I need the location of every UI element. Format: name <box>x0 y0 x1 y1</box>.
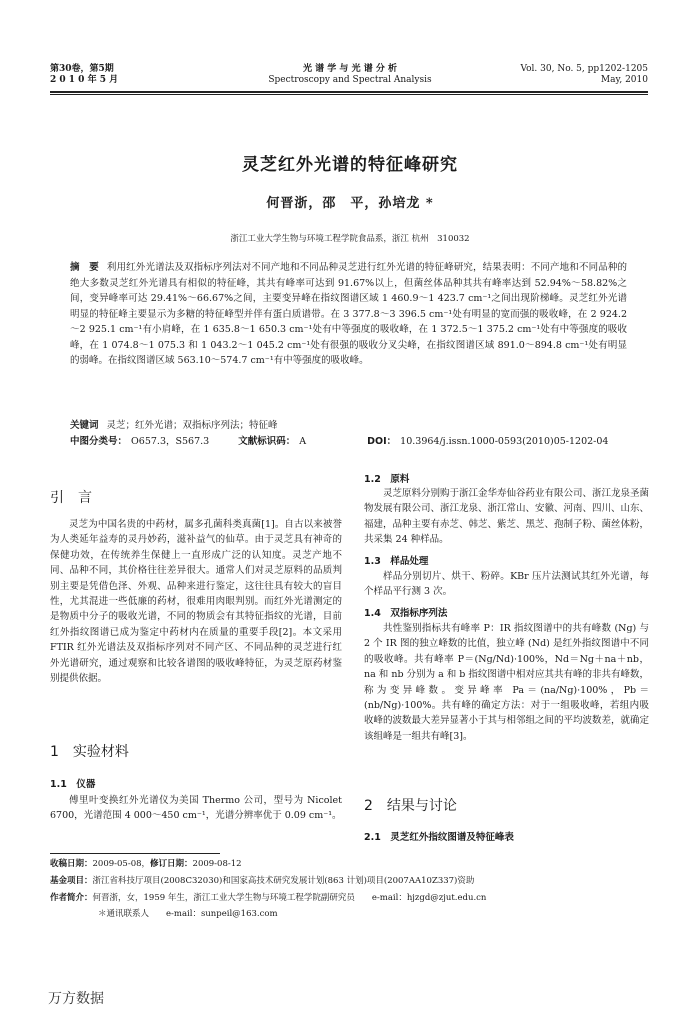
issue-volume: 第30卷，第5期 <box>50 64 114 74</box>
bio-text: 何晋浙，女，1959 年生，浙江工业大学生物与环境工程学院副研究员 e-mail：hjzgd@zjut.edu.cn <box>92 893 487 903</box>
received-date: 2009-05-08， <box>92 859 151 869</box>
clc-value: O657.3，S567.3 <box>131 436 210 447</box>
abstract-label: 摘 要 <box>70 262 99 273</box>
subsection-1-2-text: 灵芝原料分别购于浙江金华寿仙谷药业有限公司、浙江龙泉圣菌物发展有限公司、浙江龙泉、浙江常山、安徽、河南、四川、山东、福建，品种主要有赤芝、韩芝、紫芝、黑芝、孢制子粉、菌丝体粉，共采集 24 种样品。 <box>364 488 650 546</box>
footnote-rule <box>50 853 220 854</box>
header-rule-thin <box>50 94 648 95</box>
subsection-1-4-heading: 1.4 双指标序列法 <box>364 608 448 619</box>
subsection-1-1-text: 傅里叶变换红外光谱仪为美国 Thermo 公司，型号为 Nicolet 6700，光谱范围 4 000～450 cm⁻¹，光谱分辨率优于 0.09 cm⁻¹。 <box>50 795 342 822</box>
subsection-1-1-heading: 1.1 仪器 <box>50 779 96 790</box>
issue-info <box>50 64 118 86</box>
subsection-1-3-heading: 1.3 样品处理 <box>364 556 429 567</box>
watermark: 万方数据 <box>48 991 104 1007</box>
issue-date: 2 0 1 0 年 5 月 <box>50 75 119 85</box>
classification <box>70 434 630 449</box>
intro-text: 灵芝为中国名贵的中药材，属多孔菌科类真菌[1]。自古以来被誉为人类延年益寿的灵丹妙药，滋补益气的仙草。由于灵芝具有神奇的保健功效，在传统养生保健上一直形成广泛的认知度。灵芝产地不同、品种不同，其价格往往差异很大。通常人们对灵芝原料的品质判别主要是凭借色泽、外观、品种来进行鉴定，这往往具有较大的盲目性，尤其混进一些低廉的药材，很难用肉眼判别。而红外光谱测定的是物质中分子的吸收光谱，不同的物质会有其特征指纹的光谱，目前红外指纹图谱已成为鉴定中药材内在质量的重要手段[2]。本文采用 FTIR 红外光谱法及双指标序列对不同产区、不同品种的灵芝进行红外光谱研究，通过观察和比较各谱图的吸收峰特征，为灵芝原药材鉴别提供依据。 <box>50 519 342 685</box>
journal-name-cn: 光 谱 学 与 光 谱 分 析 <box>303 64 397 74</box>
authors: 何晋浙，邵 平，孙培龙 * <box>266 196 434 211</box>
fund-label: 基金项目： <box>50 876 93 886</box>
fund-text: 浙江省科技厅项目(2008C32030)和国家高技术研究发展计划(863 计划)项目(2007AA10Z337)资助 <box>92 876 475 886</box>
intro-heading: 引 言 <box>50 490 92 506</box>
clc-label: 中图分类号： <box>70 436 128 447</box>
doc-code-value: A <box>299 436 307 447</box>
revised-label: 修订日期： <box>150 859 193 869</box>
subsection-2-1-heading: 2.1 灵芝红外指纹图谱及特征峰表 <box>364 832 514 843</box>
received-label: 收稿日期： <box>50 859 93 869</box>
header-rule <box>50 91 648 93</box>
doi-value: 10.3964/j.issn.1000-0593(2010)05-1202-04 <box>400 436 609 447</box>
volume-pages <box>520 64 648 86</box>
section-1-heading: 1 实验材料 <box>50 744 129 760</box>
section-2-heading: 2 结果与讨论 <box>364 798 457 814</box>
bio-label: 作者简介： <box>50 893 93 903</box>
footnote-funding <box>50 875 650 887</box>
paper-title: 灵芝红外光谱的特征峰研究 <box>242 155 458 175</box>
doi-label: DOI： <box>367 436 397 447</box>
volume-pages-line: Vol. 30, No. 5, pp1202-1205 <box>520 64 648 74</box>
footnote-corresponding: ＊通讯联系人 e-mail：sunpeil@163.com <box>98 909 278 919</box>
subsection-1-2-heading: 1.2 原料 <box>364 474 410 485</box>
journal-name <box>200 64 500 86</box>
footnote-author-bio <box>50 892 650 904</box>
footnote-dates <box>50 858 242 870</box>
subsection-1-3-text: 样品分别切片、烘干、粉碎。KBr 压片法测试其红外光谱，每个样品平行测 3 次。 <box>364 571 649 598</box>
affiliation: 浙江工业大学生物与环境工程学院食品系，浙江 杭州 310032 <box>230 234 470 244</box>
doc-code-label: 文献标识码： <box>238 436 296 447</box>
revised-date: 2009-08-12 <box>192 859 242 869</box>
keywords-text: 灵芝；红外光谱；双指标序列法；特征峰 <box>106 420 278 431</box>
abstract <box>70 260 627 369</box>
journal-name-en: Spectroscopy and Spectral Analysis <box>268 75 432 85</box>
subsection-1-4-text: 共性鉴别指标共有峰率 P：IR 指纹图谱中的共有峰数 (Ng) 与 2 个 IR 图的独立峰数的比值，独立峰 (Nd) 是红外指纹图谱中不同的吸收峰。共有峰率 P＝(Ng/Nd)·100%，Nd＝Ng＋na＋nb，na 和 nb 分别为 a 和 b 指纹图谱中相对应其共有峰的非共有峰数，称为变异峰数。变异峰率 Pa＝(na/Ng)·100%，Pb＝(nb/Ng)·100%。共有峰的确定方法：对于一组吸收峰，若组内吸收峰的波数最大差异显著小于其与相邻组之间的平均波数差，就确定该组峰是一组共有峰[3]。 <box>364 623 650 742</box>
keywords-label: 关键词 <box>70 420 99 431</box>
keywords <box>70 418 278 433</box>
publication-month: May, 2010 <box>600 75 648 85</box>
abstract-text: 利用红外光谱法及双指标序列法对不同产地和不同品种灵芝进行红外光谱的特征峰研究，结果表明：不同产地和不同品种的绝大多数灵芝红外光谱具有相似的特征峰，其共有峰率可达到 91.67%以上，但菌丝体品种其共有峰率达到 52.94%～58.82%之间，变异峰率可达 29.41%～66.67%之间，主要变异峰在指纹图谱区域 1 460.9～1 423.7 cm⁻¹之间出现阶梯峰。灵芝红外光谱明显的特征峰主要显示为多糖的特征峰型并伴有蛋白质谱带。在 3 377.8～3 396.5 cm⁻¹处有明显的宽而强的吸收峰，在 2 924.2～2 925.1 cm⁻¹有小肩峰，在 1 635.8～1 650.3 cm⁻¹处有中等强度的吸收峰，在 1 372.5～1 375.2 cm⁻¹处有中等强度的吸收峰，在 1 074.8～1 075.3 和 1 043.2～1 045.2 cm⁻¹处有很强的吸收分叉尖峰，在指纹图谱区域 891.0～894.8 cm⁻¹处有明显的弱峰。在指纹图谱区域 563.10～574.7 cm⁻¹有中等强度的吸收峰。 <box>70 262 627 366</box>
